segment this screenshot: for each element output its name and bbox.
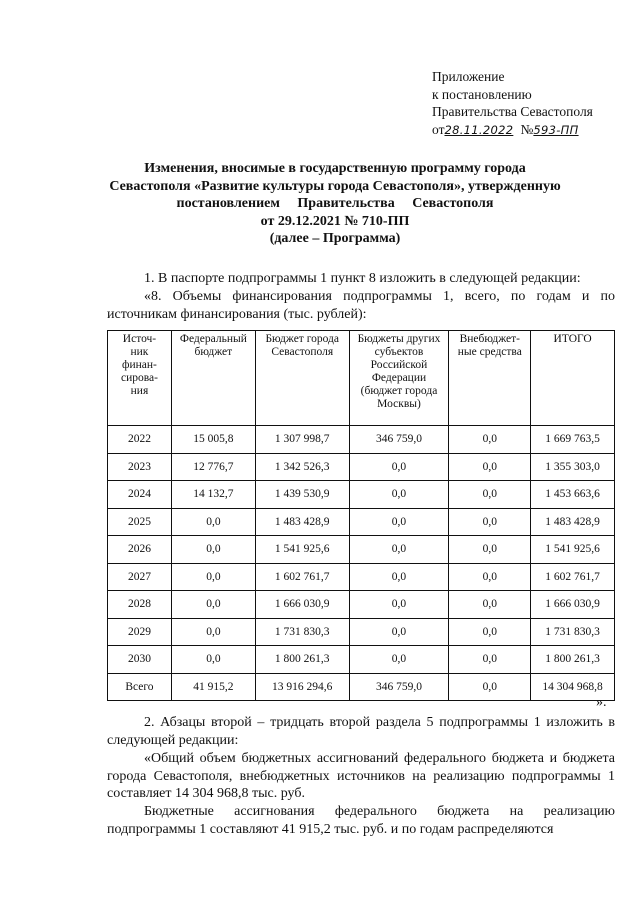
cell-extrabudget: 0,0: [449, 563, 531, 591]
cell-federal: 0,0: [171, 536, 255, 564]
cell-city: 1 731 830,3: [255, 618, 349, 646]
table-row: [108, 426, 615, 454]
paragraph-3: 2. Абзацы второй – тридцать второй раздела 5 подпрограммы 1 изложить в следующей редакции:: [107, 715, 615, 748]
cell-federal: 41 915,2: [171, 673, 255, 701]
cell-federal: 0,0: [171, 618, 255, 646]
financing-table: [107, 330, 615, 701]
header-total: ИТОГО: [531, 331, 615, 426]
table-header-row: [108, 331, 615, 426]
cell-year: 2025: [108, 508, 172, 536]
cell-federal: 15 005,8: [171, 426, 255, 454]
table-row: [108, 536, 615, 564]
cell-other: 0,0: [349, 536, 449, 564]
title-line-2: Севастополя «Развитие культуры города Севастополя», утвержденную: [109, 178, 561, 194]
cell-other: 0,0: [349, 591, 449, 619]
cell-city: 1 541 925,6: [255, 536, 349, 564]
cell-other: 0,0: [349, 563, 449, 591]
header-source: Источ-ник финан-сирова-ния: [108, 331, 172, 426]
cell-extrabudget: 0,0: [449, 426, 531, 454]
cell-federal: 0,0: [171, 508, 255, 536]
cell-total: 1 355 303,0: [531, 453, 615, 481]
cell-other: 0,0: [349, 453, 449, 481]
cell-total: 1 800 261,3: [531, 646, 615, 674]
cell-year: 2027: [108, 563, 172, 591]
cell-city: 1 483 428,9: [255, 508, 349, 536]
cell-total: 1 666 030,9: [531, 591, 615, 619]
cell-federal: 14 132,7: [171, 481, 255, 509]
cell-city: 1 342 526,3: [255, 453, 349, 481]
cell-year: 2028: [108, 591, 172, 619]
cell-federal: 0,0: [171, 591, 255, 619]
cell-extrabudget: 0,0: [449, 536, 531, 564]
cell-year: 2029: [108, 618, 172, 646]
cell-total-label: Всего: [108, 673, 172, 701]
title-line-5: (далее – Программа): [269, 231, 401, 246]
cell-total: 1 541 925,6: [531, 536, 615, 564]
paragraph-2: «8. Объемы финансирования подпрограммы 1, всего, по годам и по источникам финансирования (тыс. рублей):: [107, 289, 615, 322]
header-extrabudget: Внебюджет-ные средства: [449, 331, 531, 426]
title-line-1: Изменения, вносимые в государственную программу города: [144, 161, 526, 176]
cell-total: 1 669 763,5: [531, 426, 615, 454]
cell-city: 1 307 998,7: [255, 426, 349, 454]
closing-quote: ».: [596, 695, 607, 710]
cell-extrabudget: 0,0: [449, 618, 531, 646]
cell-year: 2022: [108, 426, 172, 454]
table-row: [108, 508, 615, 536]
cell-city: 1 666 030,9: [255, 591, 349, 619]
paragraph-5: Бюджетные ассигнования федерального бюджета на реализацию подпрограммы 1 составляют 41 915,2 тыс. руб. и по годам распределяются: [107, 804, 615, 837]
cell-extrabudget: 0,0: [449, 481, 531, 509]
cell-extrabudget: 0,0: [449, 591, 531, 619]
cell-year: 2026: [108, 536, 172, 564]
table-row: [108, 563, 615, 591]
cell-total: 14 304 968,8: [531, 673, 615, 701]
cell-federal: 12 776,7: [171, 453, 255, 481]
paragraph-1: 1. В паспорте подпрограммы 1 пункт 8 изложить в следующей редакции:: [144, 271, 581, 286]
cell-total: 1 453 663,6: [531, 481, 615, 509]
cell-federal: 0,0: [171, 646, 255, 674]
cell-total: 1 602 761,7: [531, 563, 615, 591]
header-federal: Федеральный бюджет: [171, 331, 255, 426]
handwritten-date: 28.11.2022: [444, 122, 514, 137]
cell-other: 0,0: [349, 646, 449, 674]
cell-city: 1 800 261,3: [255, 646, 349, 674]
cell-other: 346 759,0: [349, 673, 449, 701]
number-prefix: №: [520, 121, 534, 137]
table-row: [108, 618, 615, 646]
table-total-row: [108, 673, 615, 701]
handwritten-number: 593-ПП: [533, 122, 579, 137]
cell-other: 0,0: [349, 508, 449, 536]
cell-year: 2023: [108, 453, 172, 481]
cell-extrabudget: 0,0: [449, 673, 531, 701]
cell-other: 0,0: [349, 618, 449, 646]
header-city: Бюджет города Севастополя: [255, 331, 349, 426]
cell-total: 1 483 428,9: [531, 508, 615, 536]
cell-extrabudget: 0,0: [449, 646, 531, 674]
cell-other: 346 759,0: [349, 426, 449, 454]
cell-city: 13 916 294,6: [255, 673, 349, 701]
table-row: [108, 646, 615, 674]
table-row: [108, 591, 615, 619]
date-prefix: от: [432, 121, 445, 137]
cell-total: 1 731 830,3: [531, 618, 615, 646]
cell-other: 0,0: [349, 481, 449, 509]
appendix-line-1: Приложение: [432, 69, 505, 84]
appendix-line-2: к постановлению: [432, 86, 532, 102]
cell-year: 2024: [108, 481, 172, 509]
document-title: [100, 160, 570, 248]
appendix-line-3: Правительства Севастополя: [432, 104, 593, 119]
cell-federal: 0,0: [171, 563, 255, 591]
title-line-4: от 29.12.2021 № 710-ПП: [260, 213, 410, 229]
cell-city: 1 439 530,9: [255, 481, 349, 509]
cell-city: 1 602 761,7: [255, 563, 349, 591]
cell-extrabudget: 0,0: [449, 453, 531, 481]
cell-extrabudget: 0,0: [449, 508, 531, 536]
paragraph-4: «Общий объем бюджетных ассигнований федерального бюджета и бюджета города Севастополя, внебюджетных источников на реализацию подпрограммы 1 составляет 14 304 968,8 тыс. руб.: [107, 751, 615, 801]
appendix-block: [432, 68, 632, 139]
table-row: [108, 453, 615, 481]
appendix-date-line: [432, 121, 632, 140]
table-row: [108, 481, 615, 509]
header-other-subjects: Бюджеты других субъектов Российской Федерации (бюджет города Москвы): [349, 331, 449, 426]
title-line-3: постановлением Правительства Севастополя: [176, 196, 494, 211]
cell-year: 2030: [108, 646, 172, 674]
